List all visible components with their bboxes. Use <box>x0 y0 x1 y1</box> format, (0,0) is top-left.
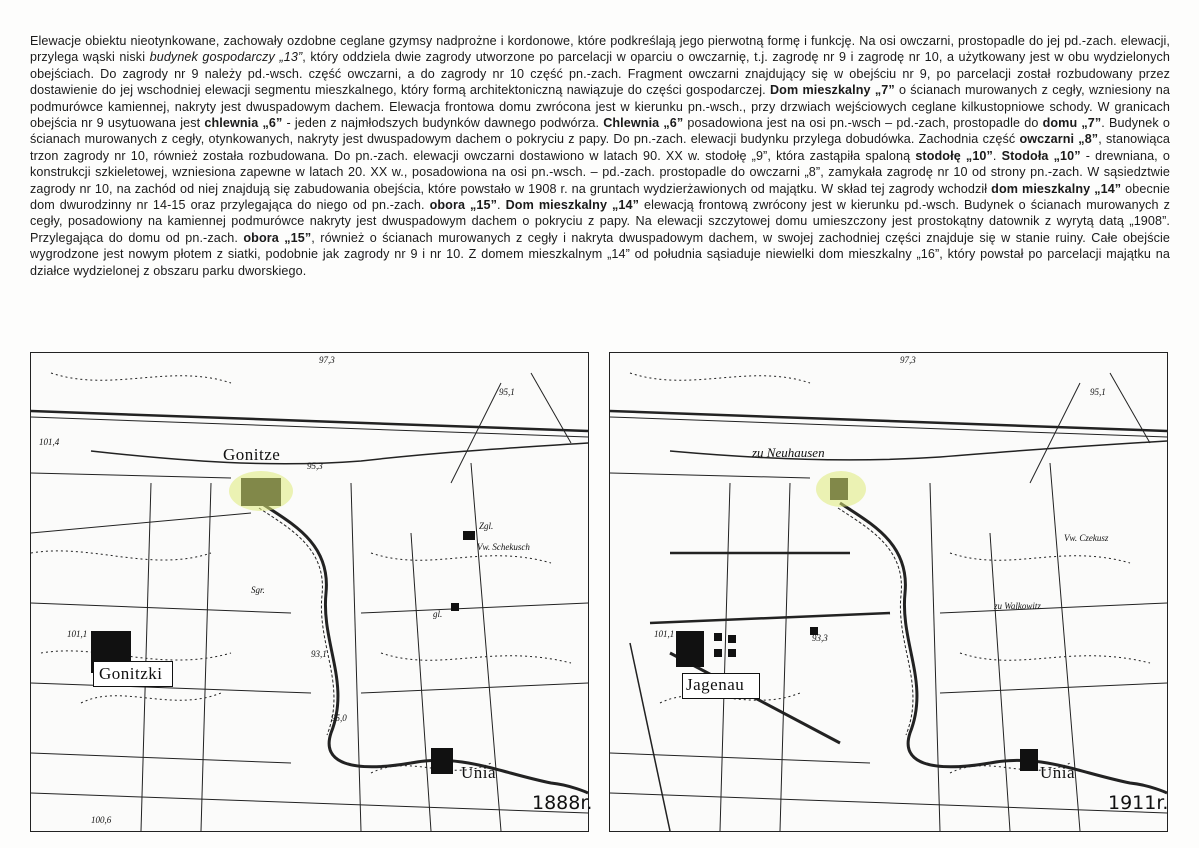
elevation-label: 95,3 <box>307 461 323 471</box>
description-text <box>30 33 1170 279</box>
map-year-1911: 1911r. <box>1108 792 1169 814</box>
map-year-1888: 1888r. <box>532 792 593 814</box>
text-run-bold: stodołę „10” <box>915 148 993 163</box>
text-run: , stanowiąca trzon zagrody nr 10, również została rozbudowana. Do pn.-zach. elewacji owczarni dostawiono w latach 90. XX w. stodołę „9”, która zastąpiła spaloną <box>30 132 1170 163</box>
place-label-zgl: Zgl. <box>479 521 494 531</box>
historical-map-1888 <box>30 352 589 832</box>
text-run: obecnie dom dwurodzinny nr 14-15 oraz przylegająca do niego od pn.-zach. <box>30 181 1170 213</box>
text-run-bold: dom mieszkalny „14” <box>991 181 1122 196</box>
text-run-bold: Dom mieszkalny „14” <box>505 198 640 213</box>
historical-map-1911 <box>609 352 1168 832</box>
text-run: posadowiona jest na osi pn.-wsch – pd.-zach, prostopadle do <box>683 116 1043 131</box>
elevation-label: 95,1 <box>499 387 515 397</box>
text-run: , który oddziela dwie zagrody utworzone po parcelacji w oparciu o owczarnię, t.j. zagrodę nr 9 i zagrodę nr 10, a użytkowany jest w obu wydzielonych obejściach. Do zagrody nr 9 należy pd.-wsch. część owczarni, a do zagrody nr 10 część pn.-zach. Fragment owczarni znajdujący się w obejściu nr 9, po parcelacji został rozbudowany przez dostawienie do jej wschodniej elewacji segmentu mieszkalnego, który formą architektoniczną nawiązuje do części gospodarczej. <box>30 50 1170 98</box>
elevation-label: 97,3 <box>319 355 335 365</box>
text-run: . Budynek o ścianach murowanych z cegły, otynkowanych, nakryty jest dwuspadowym dachem o pokryciu z papy. Do pn.-zach. elewacji budynku przylega dobudówka. Zachodnia część <box>30 116 1170 147</box>
text-run: . <box>497 198 506 213</box>
place-label-schekusch: Vw. Schekusch <box>477 542 530 552</box>
text-run-bold: obora „15” <box>243 230 312 245</box>
elevation-label: 93,3 <box>812 633 828 643</box>
elevation-label: 97,3 <box>900 355 916 365</box>
text-run-bold: obora „15” <box>429 198 498 213</box>
place-label-gonitzki: Gonitzki <box>99 664 163 683</box>
place-label-jagenau: Jagenau <box>686 675 745 694</box>
place-label-sgr: Sgr. <box>251 585 265 595</box>
elevation-label: 101,1 <box>67 629 88 639</box>
text-run-bold: Dom mieszkalny „7” <box>769 83 895 98</box>
elevation-label: 95,1 <box>1090 387 1106 397</box>
elevation-label: 95,0 <box>331 713 347 723</box>
text-run-bold: owczarni „8” <box>1019 132 1099 147</box>
text-run: , również o ścianach murowanych z cegły i nakryta dwuspadowym dachem, w swojej zachodniej części znajduje się w stanie ruiny. Całe obejście wygrodzone jest nowym płotem z siatki, podobnie jak zagrody nr 9 i nr 10. Z domem mieszkalnym „14” od południa sąsiaduje niewielki dom mieszkalny „16”, który powstał po parcelacji majątku na działce wydzielonej z obszaru parku dworskiego. <box>30 230 1170 278</box>
place-label-walkowitz: zu Walkowitz <box>994 601 1041 611</box>
text-run: Elewacje obiektu nieotynkowane, zachowały ozdobne ceglane gzymsy nadprożne i kordonowe, które podkreślają jego pierwotną formę i funkcję. Na osi owczarni, prostopadle do jej pd.-zach. elewacji, przylega wąski niski <box>30 34 1170 65</box>
text-run-bold: domu „7” <box>1042 116 1102 131</box>
text-run: o ścianach murowanych z cegły, wzniesiony na podmurówce kamiennej, nakryty jest dwuspadowym dachem. Elewacja frontowa domu zwrócona jest w kierunku pn.-wsch., przy drzwiach wejściowych ceglane kilkustopniowe schody. W granicach obejścia nr 9 usytuowana jest <box>30 83 1170 131</box>
neuhausen-estate-highlight <box>816 471 866 507</box>
elevation-label: 100,6 <box>91 815 112 825</box>
text-run-italic: budynek gospodarczy „13” <box>149 50 303 65</box>
text-run: - drewniana, o konstrukcji szkieletowej, wzniesiona zapewne w latach 20. XX w., posadowiona na osi pn.-wsch. – pd.-zach. prostopadle do owczarni „8”, zamykała zagrodę nr 10 od strony pn.-zach. W sąsiedztwie zagrody nr 10, na zachód od niej znajdują się zabudowania obejścia, które powstało w 1908 r. na gruntach wydzierżawionych od majątku. W skład tej zagrody wchodził <box>30 148 1170 196</box>
text-run-bold: chlewnia „6” <box>204 116 283 131</box>
place-label-gonitze: Gonitze <box>223 445 281 464</box>
place-label-unia: Unia <box>461 763 497 782</box>
text-run: - jeden z najmłodszych budynków dawnego podwórza. <box>282 116 604 131</box>
elevation-label: 93,1 <box>311 649 327 659</box>
description-paragraph <box>30 33 1170 279</box>
elevation-label: 101,4 <box>39 437 60 447</box>
map-drawing-1888 <box>31 353 588 831</box>
place-label-unia: Unia <box>1040 763 1076 782</box>
elevation-label: 101,1 <box>654 629 675 639</box>
gonitze-estate-highlight <box>229 471 293 511</box>
map-drawing-1911 <box>610 353 1167 831</box>
text-run: elewacją frontową zwrócony jest w kierunku pd.-wsch. Budynek o ścianach murowanych z cegły, posadowiony na kamiennej podmurówce nakryty jest dwuspadowym dachem o pokryciu z papy. Na elewacji szczytowej domu umieszczony jest prostokątny datownik z wyrytą datą „1908”. Przylegająca do domu od pn.-zach. <box>30 198 1170 245</box>
text-run: . <box>992 148 1002 163</box>
place-label-neuhausen: zu Neuhausen <box>752 445 825 460</box>
place-label-czekusz: Vw. Czekusz <box>1064 533 1109 543</box>
text-run-bold: Chlewnia „6” <box>603 116 684 131</box>
text-run-bold: Stodoła „10” <box>1001 148 1081 163</box>
place-label-gl: gl. <box>433 609 443 619</box>
